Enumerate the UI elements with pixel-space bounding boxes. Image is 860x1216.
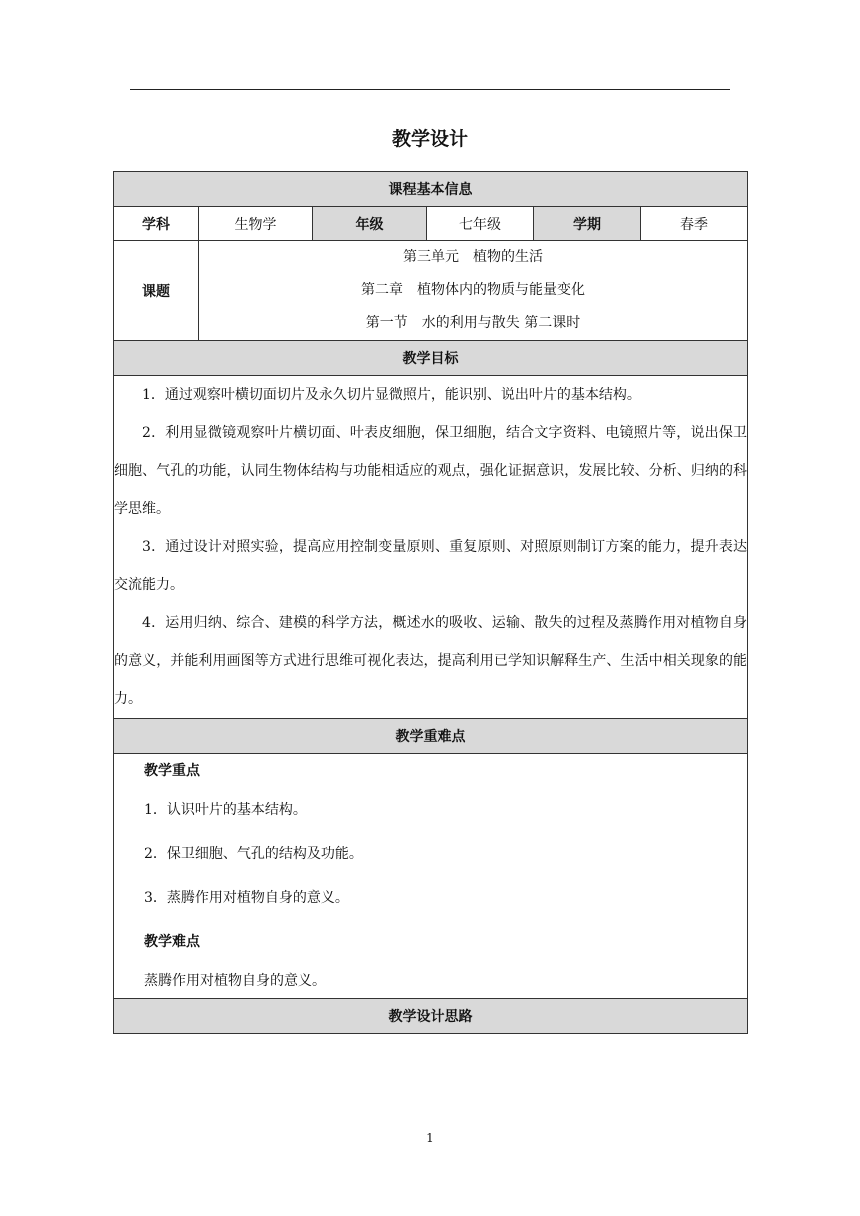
difficulty-heading: 教学难点 bbox=[144, 934, 200, 950]
subject-label: 学科 bbox=[114, 207, 199, 241]
objective-item: 3．通过设计对照实验，提高应用控制变量原则、重复原则、对照原则制订方案的能力，提升表达交流能力。 bbox=[114, 539, 748, 593]
topic-value bbox=[199, 241, 748, 341]
term-value: 春季 bbox=[641, 207, 748, 241]
section-header-design-idea: 教学设计思路 bbox=[114, 999, 748, 1034]
grade-value: 七年级 bbox=[427, 207, 534, 241]
section-header-key-points: 教学重难点 bbox=[114, 719, 748, 754]
objective-item: 1．通过观察叶横切面切片及永久切片显微照片，能识别、说出叶片的基本结构。 bbox=[142, 387, 641, 403]
subject-value: 生物学 bbox=[199, 207, 313, 241]
document-title: 教学设计 bbox=[391, 128, 468, 150]
section-header-objectives: 教学目标 bbox=[114, 341, 748, 376]
objectives-body bbox=[114, 376, 748, 719]
focus-item: 1．认识叶片的基本结构。 bbox=[144, 802, 307, 818]
page-number: 1 bbox=[426, 1131, 434, 1145]
grade-label: 年级 bbox=[313, 207, 427, 241]
focus-item: 2．保卫细胞、气孔的结构及功能。 bbox=[144, 846, 363, 862]
topic-label: 课题 bbox=[114, 241, 199, 341]
objective-item: 2．利用显微镜观察叶片横切面、叶表皮细胞，保卫细胞，结合文字资料、电镜照片等，说出保卫细胞、气孔的功能，认同生物体结构与功能相适应的观点，强化证据意识，发展比较、分析、归纳的科学思维。 bbox=[114, 425, 748, 517]
topic-line-unit: 第三单元 植物的生活 bbox=[403, 249, 544, 265]
objective-item: 4．运用归纳、综合、建模的科学方法，概述水的吸收、运输、散失的过程及蒸腾作用对植物自身的意义，并能利用画图等方式进行思维可视化表达，提高利用已学知识解释生产、生活中相关现象的能力。 bbox=[114, 615, 748, 707]
term-label: 学期 bbox=[534, 207, 641, 241]
focus-item: 3．蒸腾作用对植物自身的意义。 bbox=[144, 890, 349, 906]
key-points-body bbox=[114, 754, 748, 999]
topic-line-section: 第一节 水的利用与散失 第二课时 bbox=[365, 315, 581, 331]
topic-line-chapter: 第二章 植物体内的物质与能量变化 bbox=[361, 282, 586, 298]
focus-heading: 教学重点 bbox=[144, 763, 200, 779]
lesson-design-table bbox=[113, 171, 748, 1034]
header-rule bbox=[130, 89, 730, 90]
section-header-basic-info: 课程基本信息 bbox=[114, 172, 748, 207]
difficulty-text: 蒸腾作用对植物自身的意义。 bbox=[144, 973, 326, 989]
